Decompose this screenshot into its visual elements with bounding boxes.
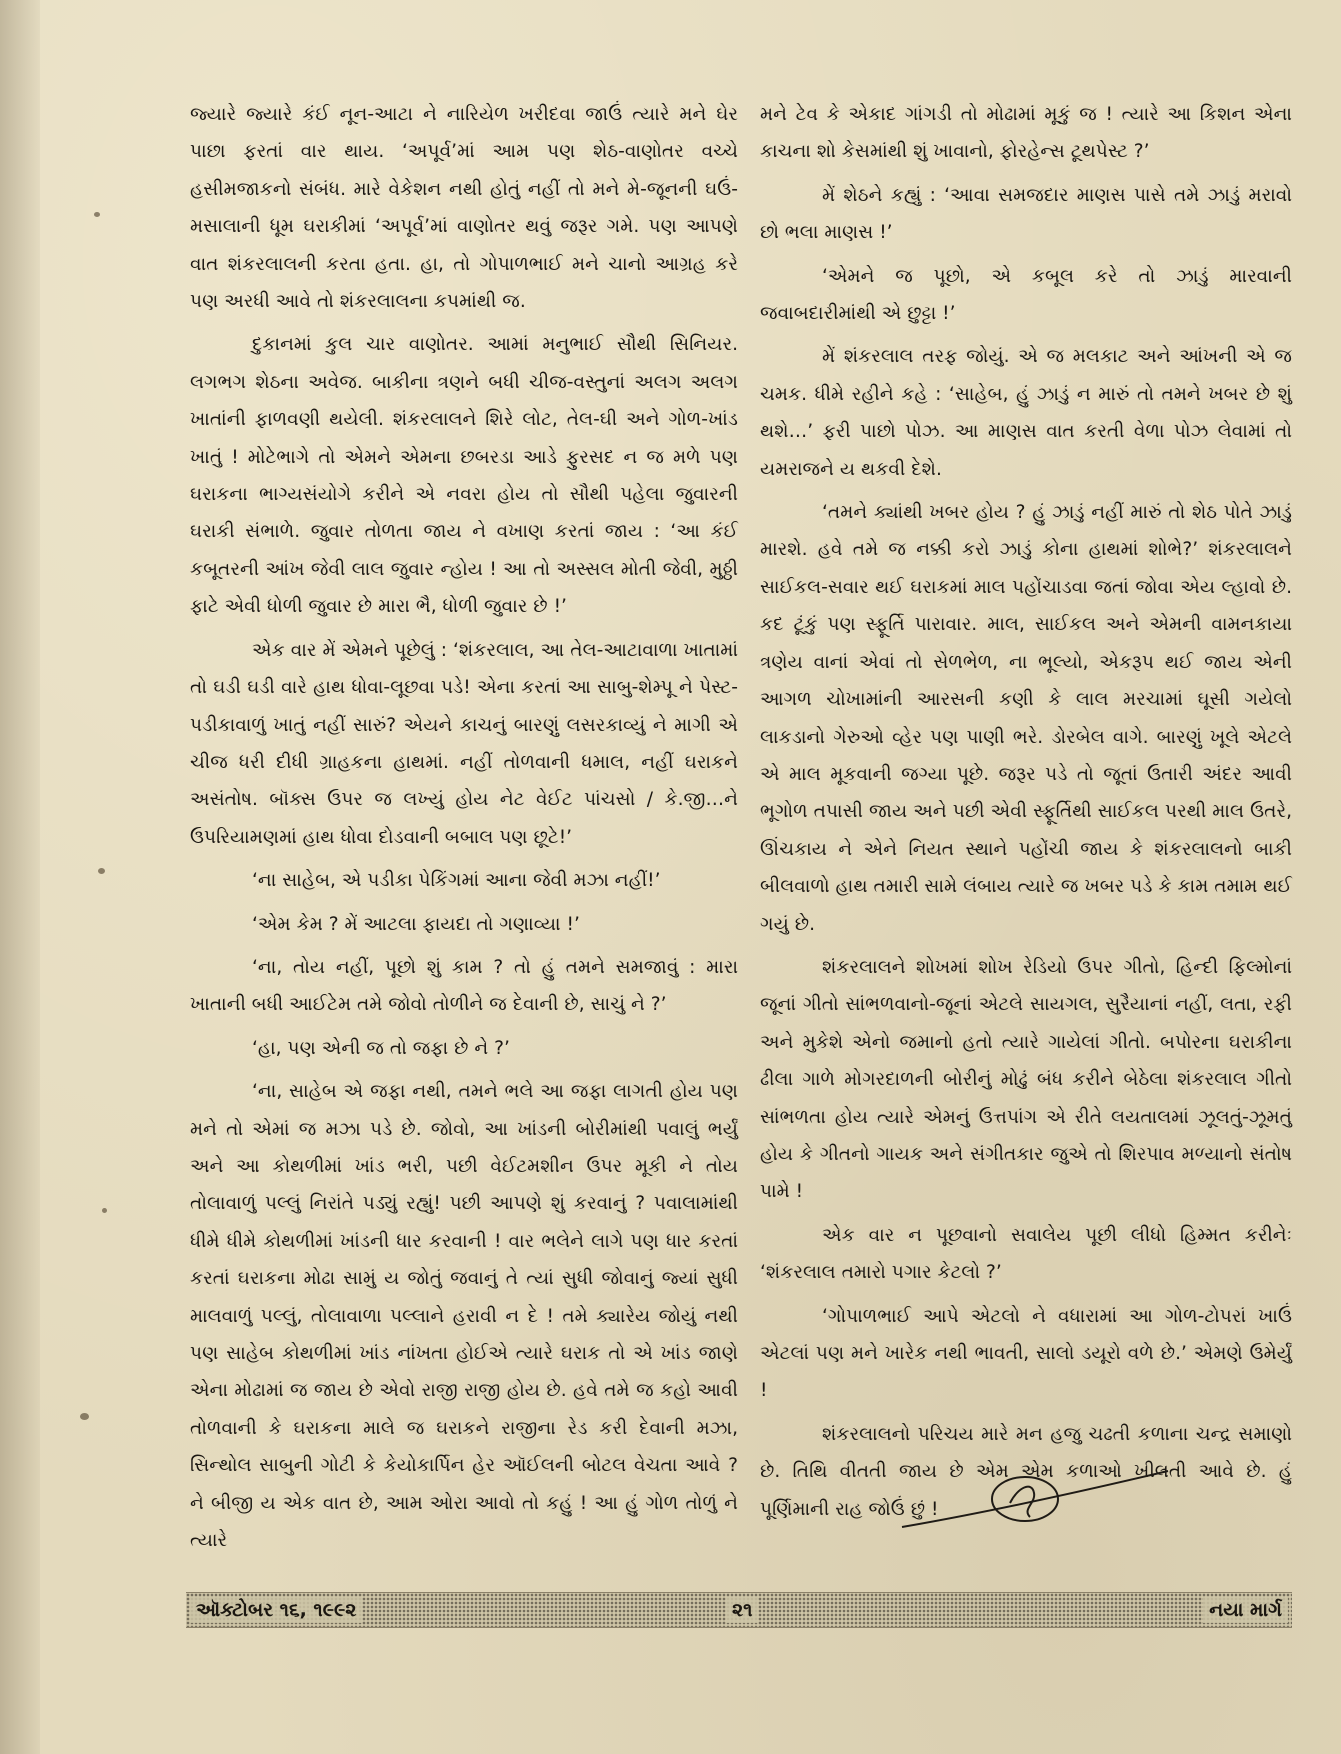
paragraph: જ્યારે જ્યારે કંઈ નૂન-આટા ને નારિયેળ ખરીદવા જાઉં ત્યારે મને ઘેર પાછા ફરતાં વાર થાય. ‘અપૂર્વ’માં આમ પણ શેઠ-વાણોતર વચ્ચે હસીમજાકનો સંબંધ. મારે વેકેશન નથી હોતું નહીં તો મને મે-જૂનની ઘઉં-મસાલાની ધૂમ ઘરાકીમાં ‘અપૂર્વ’માં વાણોતર થવું જરૂર ગમે. પણ આપણે વાત શંકરલાલની કરતા હતા. હા, તો ગોપાળભાઈ મને ચાનો આગ્રહ કરે પણ અરધી આવે તો શંકરલાલના કપમાંથી જ. [190, 104, 738, 313]
page-number: ૨૧ [726, 1597, 758, 1623]
paragraph: ‘હા, પણ એની જ તો જફા છે ને ?’ [252, 1037, 510, 1059]
paragraph: શંકરલાલને શોખમાં શોખ રેડિયો ઉપર ગીતો, હિન્દી ફિલ્મોનાં જૂનાં ગીતો સાંભળવાનો-જૂનાં એટલે સાયગલ, સુરૈયાનાં નહીં, લતા, રફી અને મુકેશે એનો જમાનો હતો ત્યારે ગાયેલાં ગીતો. બપોરના ઘરાકીના ઢીલા ગાળે મોગરદાળની બોરીનું મોઢું બંધ કરીને બેઠેલા શંકરલાલ ગીતો સાંભળતા હોય ત્યારે એમનું ઉત્તપાંગ એ રીતે લયતાલમાં ઝૂલતું-ઝૂમતું હોય કે ગીતનો ગાયક અને સંગીતકાર જુએ તો શિરપાવ મળ્યાનો સંતોષ પામે ! [760, 956, 1292, 1203]
paragraph: ‘ગોપાળભાઈ આપે એટલો ને વધારામાં આ ગોળ-ટોપરાં ખાઉં એટલાં પણ મને ખારેક નથી ભાવતી, સાલો ડયૂરો વળે છે.’ એમણે ઉમેર્યું ! [760, 1305, 1292, 1402]
paragraph: દુકાનમાં કુલ ચાર વાણોતર. આમાં મનુભાઈ સૌથી સિનિયર. લગભગ શેઠના અવેજ. બાકીના ત્રણને બધી ચીજ-વસ્તુનાં અલગ અલગ ખાતાંની ફાળવણી થયેલી. શંકરલાલને શિરે લોટ, તેલ-ઘી અને ગોળ-ખાંડ ખાતું ! મોટેભાગે તો એમને એમના છબરડા આડે ફુરસદ ન જ મળે પણ ઘરાકના ભાગ્યસંયોગે કરીને એ નવરા હોય તો સૌથી પહેલા જુવારની ઘરાકી સંભાળે. જુવાર તોળતા જાય ને વખાણ કરતાં જાય : ‘આ કંઈ કબૂતરની આંખ જેવી લાલ જુવાર ન્હોય ! આ તો અસ્સલ મોતી જેવી, મુઠ્ઠી ફાટે એવી ધોળી જુવાર છે મારા ભૈ, ધોળી જુવાર છે !’ [190, 334, 738, 618]
paragraph: ‘એમ કેમ ? મેં આટલા ફાયદા તો ગણાવ્યા !’ [252, 913, 580, 935]
paragraph: એક વાર મેં એમને પૂછેલું : ‘શંકરલાલ, આ તેલ-આટાવાળા ખાતામાં તો ઘડી ઘડી વારે હાથ ધોવા-લૂછવા પડે! એના કરતાં આ સાબુ-શેમ્પૂ ને પેસ્ટ-પડીકાવાળું ખાતું નહીં સારું? એયને કાચનું બારણું લસરકાવ્યું ને માગી એ ચીજ ધરી દીધી ગ્રાહકના હાથમાં. નહીં તોળવાની ધમાલ, નહીં ઘરાકને અસંતોષ. બૉક્સ ઉપર જ લખ્યું હોય નેટ વેઈટ પાંચસો / કે.જી…ને ઉપરિયામણમાં હાથ ધોવા દોડવાની બબાલ પણ છૂટે!’ [190, 639, 738, 848]
paper-blemish [102, 1208, 107, 1213]
paragraph: ‘એમને જ પૂછો, એ કબૂલ કરે તો ઝાડું મારવાની જવાબદારીમાંથી એ છુટ્ટા !’ [760, 265, 1292, 325]
paragraph: મેં શંકરલાલ તરફ જોયું. એ જ મલકાટ અને આંખની એ જ ચમક. ધીમે રહીને કહે : ‘સાહેબ, હું ઝાડું ન મારું તો તમને ખબર છે શું થશે…’ ફરી પાછો પોઝ. આ માણસ વાત કરતી વેળા પોઝ લેવામાં તો યમરાજને ય થકવી દેશે. [760, 346, 1292, 480]
paragraph: મેં શેઠને કહ્યું : ‘આવા સમજદાર માણસ પાસે તમે ઝાડું મરાવો છો ભલા માણસ !’ [760, 184, 1292, 244]
right-text-column [760, 96, 1292, 1534]
author-signature [900, 1465, 1170, 1545]
paper-blemish [80, 1413, 89, 1420]
magazine-title: નયા માર્ગ [1203, 1597, 1288, 1623]
paragraph: ‘તમને ક્યાંથી ખબર હોય ? હું ઝાડું નહીં મારું તો શેઠ પોતે ઝાડું મારશે. હવે તમે જ નક્કી કરો ઝાડું કોના હાથમાં શોભે?’ શંકરલાલને સાઈકલ-સવાર થઈ ઘરાકમાં માલ પહોંચાડવા જતાં જોવા એય લ્હાવો છે. કદ ટૂંકું પણ સ્ફૂર્તિ પારાવાર. માલ, સાઈકલ અને એમની વામનકાયા ત્રણેય વાનાં એવાં તો સેળભેળ, ના ભૂલ્યો, એકરૂપ થઈ જાય એની આગળ ચોખામાંની આરસની કણી કે લાલ મરચામાં ઘૂસી ગયેલો લાકડાનો ગેરુઓ વ્હેર પણ પાણી ભરે. ડોરબેલ વાગે. બારણું ખૂલે એટલે એ માલ મૂકવાની જગ્યા પૂછે. જરૂર પડે તો જૂતાં ઉતારી અંદર આવી ભૂગોળ તપાસી જાય અને પછી એવી સ્ફૂર્તિથી સાઈકલ પરથી માલ ઉતરે, ઊંચકાય ને એને નિયત સ્થાને પહોંચી જાય કે શંકરલાલનો બાકી બીલવાળો હાથ તમારી સામે લંબાય ત્યારે જ ખબર પડે કે કામ તમામ થઈ ગયું છે. [760, 502, 1292, 935]
page-footer [186, 1592, 1292, 1628]
paragraph: ‘ના, તોય નહીં, પૂછો શું કામ ? તો હું તમને સમજાવું : મારા ખાતાની બધી આઈટેમ તમે જોવો તોળીને જ દેવાની છે, સાચું ને ?’ [190, 956, 738, 1016]
paragraph: ‘ના, સાહેબ એ જફા નથી, તમને ભલે આ જફા લાગતી હોય પણ મને તો એમાં જ મઝા પડે છે. જોવો, આ ખાંડની બોરીમાંથી પવાલું ભર્યું અને આ કોથળીમાં ખાંડ ભરી, પછી વેઈટમશીન ઉપર મૂકી ને તોય તોલાવાળું પલ્લું નિરાંતે પડ્યું રહ્યું! પછી આપણે શું કરવાનું ? પવાલામાંથી ધીમે ધીમે કોથળીમાં ખાંડની ધાર કરવાની ! વાર ભલેને લાગે પણ ધાર કરતાં કરતાં ઘરાકના મોઢા સામું ય જોતું જવાનું તે ત્યાં સુધી જોવાનું જ્યાં સુધી માલવાળું પલ્લું, તોલાવાળા પલ્લાને હરાવી ન દે ! તમે ક્યારેય જોયું નથી પણ સાહેબ કોથળીમાં ખાંડ નાંખતા હોઈએ ત્યારે ઘરાક તો એ ખાંડ જાણે એના મોઢામાં જ જાય છે એવો રાજી રાજી હોય છે. હવે તમે જ કહો આવી તોળવાની કે ઘરાકના માલે જ ઘરાકને રાજીના રેડ કરી દેવાની મઝા, સિન્થોલ સાબુની ગોટી કે કેયોકાર્પિન હેર ઑઈલની બોટલ વેચતા આવે ? ને બીજી ય એક વાત છે, આમ ઓરા આવો તો કહું ! આ હું ગોળ તોળું ને ત્યારે [190, 1081, 738, 1552]
paper-blemish [94, 212, 100, 217]
paragraph: ‘ના સાહેબ, એ પડીકા પેકિંગમાં આના જેવી મઝા નહીં!’ [252, 870, 661, 892]
paragraph: મને ટેવ કે એકાદ ગાંગડી તો મોઢામાં મૂકું જ ! ત્યારે આ કિશન એના કાચના શો કેસમાંથી શું ખાવાનો, ફોરહેન્સ ટૂથપેસ્ટ ?’ [760, 104, 1292, 163]
page-binding-shadow [0, 0, 40, 1754]
paragraph: એક વાર ન પૂછવાનો સવાલેય પૂછી લીધો હિમ્મત કરીનેઃ ‘શંકરલાલ તમારો પગાર કેટલો ?’ [760, 1224, 1292, 1284]
paragraph: શંકરલાલનો પરિચય મારે મન હજુ ચઢતી કળાના ચન્દ્ર સમાણો છે. તિથિ વીતતી જાય છે એમ એમ કળાઓ ખીલતી આવે છે. હું પૂર્ણિમાની રાહ જોઉં છું ! [760, 1423, 1292, 1520]
footer-date: ઑક્ટોબર ૧૬, ૧૯૯૨ [190, 1597, 362, 1623]
paper-blemish [98, 868, 105, 874]
left-text-column [190, 96, 738, 1565]
